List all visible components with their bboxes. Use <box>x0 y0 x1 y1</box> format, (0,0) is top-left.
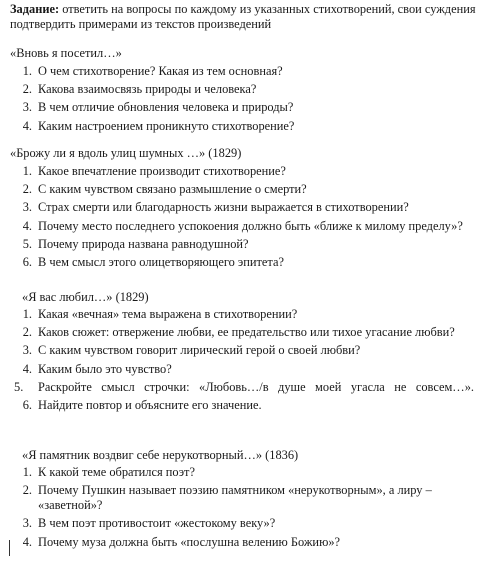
question-number: 1. <box>22 164 32 178</box>
task-label: Задание: <box>10 2 60 16</box>
question-text: Страх смерти или благодарность жизни выражается в стихотворении? <box>38 200 409 215</box>
question-item <box>14 516 474 531</box>
question-item <box>14 219 474 234</box>
question-text: О чем стихотворение? Какая из тем основная? <box>38 64 283 78</box>
section-title-2: «Брожу ли я вдоль улиц шумных …» (1829) <box>10 146 242 160</box>
question-text: В чем поэт противостоит «жестокому веку»? <box>38 516 276 531</box>
question-list-2 <box>14 164 474 273</box>
question-text: Каков сюжет: отвержение любви, ее предательство или тихое угасание любви? <box>38 325 455 340</box>
question-item <box>14 535 474 550</box>
question-item <box>14 325 474 340</box>
question-number: 2. <box>22 325 32 340</box>
question-item <box>14 465 474 480</box>
section-title-3: «Я вас любил…» (1829) <box>22 290 149 304</box>
question-text: Каким было это чувство? <box>38 361 172 376</box>
question-text: Почему место последнего успокоения должно быть «ближе к милому пределу»? <box>38 218 463 233</box>
question-text: В чем смысл этого олицетворяющего эпитета? <box>38 254 284 269</box>
question-number: 2. <box>22 82 32 97</box>
question-item <box>14 100 474 115</box>
question-number: 3. <box>22 100 32 115</box>
question-number: 3. <box>22 200 32 215</box>
question-text: Почему муза должна быть «послушна велению Божию»? <box>38 534 341 549</box>
question-number: 5. <box>14 379 24 394</box>
question-text: С каким чувством говорит лирический герой о своей любви? <box>38 343 361 358</box>
question-list-1 <box>14 64 474 137</box>
question-text: К какой теме обратился поэт? <box>38 465 195 479</box>
question-number: 4. <box>22 361 32 376</box>
question-text: Найдите повтор и объясните его значение. <box>38 397 262 412</box>
question-item <box>14 237 474 252</box>
question-number: 4. <box>22 534 32 549</box>
question-text: Какая «вечная» тема выражена в стихотворении? <box>38 307 298 321</box>
question-item <box>14 182 474 197</box>
question-number: 4. <box>22 118 32 133</box>
question-text: Какое впечатление производит стихотворение? <box>38 164 286 178</box>
question-item <box>14 200 474 215</box>
question-number: 5. <box>22 236 32 251</box>
question-number: 3. <box>22 343 32 358</box>
text-cursor[interactable] <box>9 540 10 556</box>
question-number: 2. <box>22 182 32 197</box>
question-text: В чем отличие обновления человека и природы? <box>38 100 294 115</box>
question-list-4 <box>14 465 474 553</box>
section-title-1: «Вновь я посетил…» <box>10 46 122 60</box>
question-item <box>14 64 474 79</box>
question-item <box>14 164 474 179</box>
question-item <box>14 483 474 513</box>
question-text: Почему Пушкин называет поэзию памятником «нерукотворным», а лиру – «заветной»? <box>38 483 432 513</box>
question-item <box>14 255 474 270</box>
question-number: 4. <box>22 218 32 233</box>
question-item <box>14 343 474 358</box>
question-item <box>14 380 474 395</box>
question-list-3 <box>14 307 474 416</box>
task-paragraph <box>10 2 494 32</box>
question-text: Какова взаимосвязь природы и человека? <box>38 82 257 97</box>
question-number: 1. <box>22 307 32 321</box>
question-item <box>14 398 474 413</box>
question-item <box>14 119 474 134</box>
question-item <box>14 362 474 377</box>
question-number: 3. <box>22 516 32 531</box>
question-item <box>14 307 474 322</box>
question-number: 2. <box>22 483 32 498</box>
question-item <box>14 82 474 97</box>
question-number: 6. <box>22 254 32 269</box>
question-number: 1. <box>22 64 32 78</box>
task-text: ответить на вопросы по каждому из указанных стихотворений, свои суждения подтвердить примерами из текстов произведений <box>10 2 476 31</box>
question-text: Каким настроением проникнуто стихотворение? <box>38 118 295 133</box>
question-text: С каким чувством связано размышление о смерти? <box>38 182 307 197</box>
question-text: Почему природа названа равнодушной? <box>38 236 249 251</box>
question-number: 1. <box>22 465 32 479</box>
section-title-4: «Я памятник воздвиг себе нерукотворный…» (1836) <box>22 448 299 462</box>
question-text: Раскройте смысл строчки: «Любовь…/в душе моей угасла не совсем…». <box>38 379 474 394</box>
question-number: 6. <box>22 397 32 412</box>
